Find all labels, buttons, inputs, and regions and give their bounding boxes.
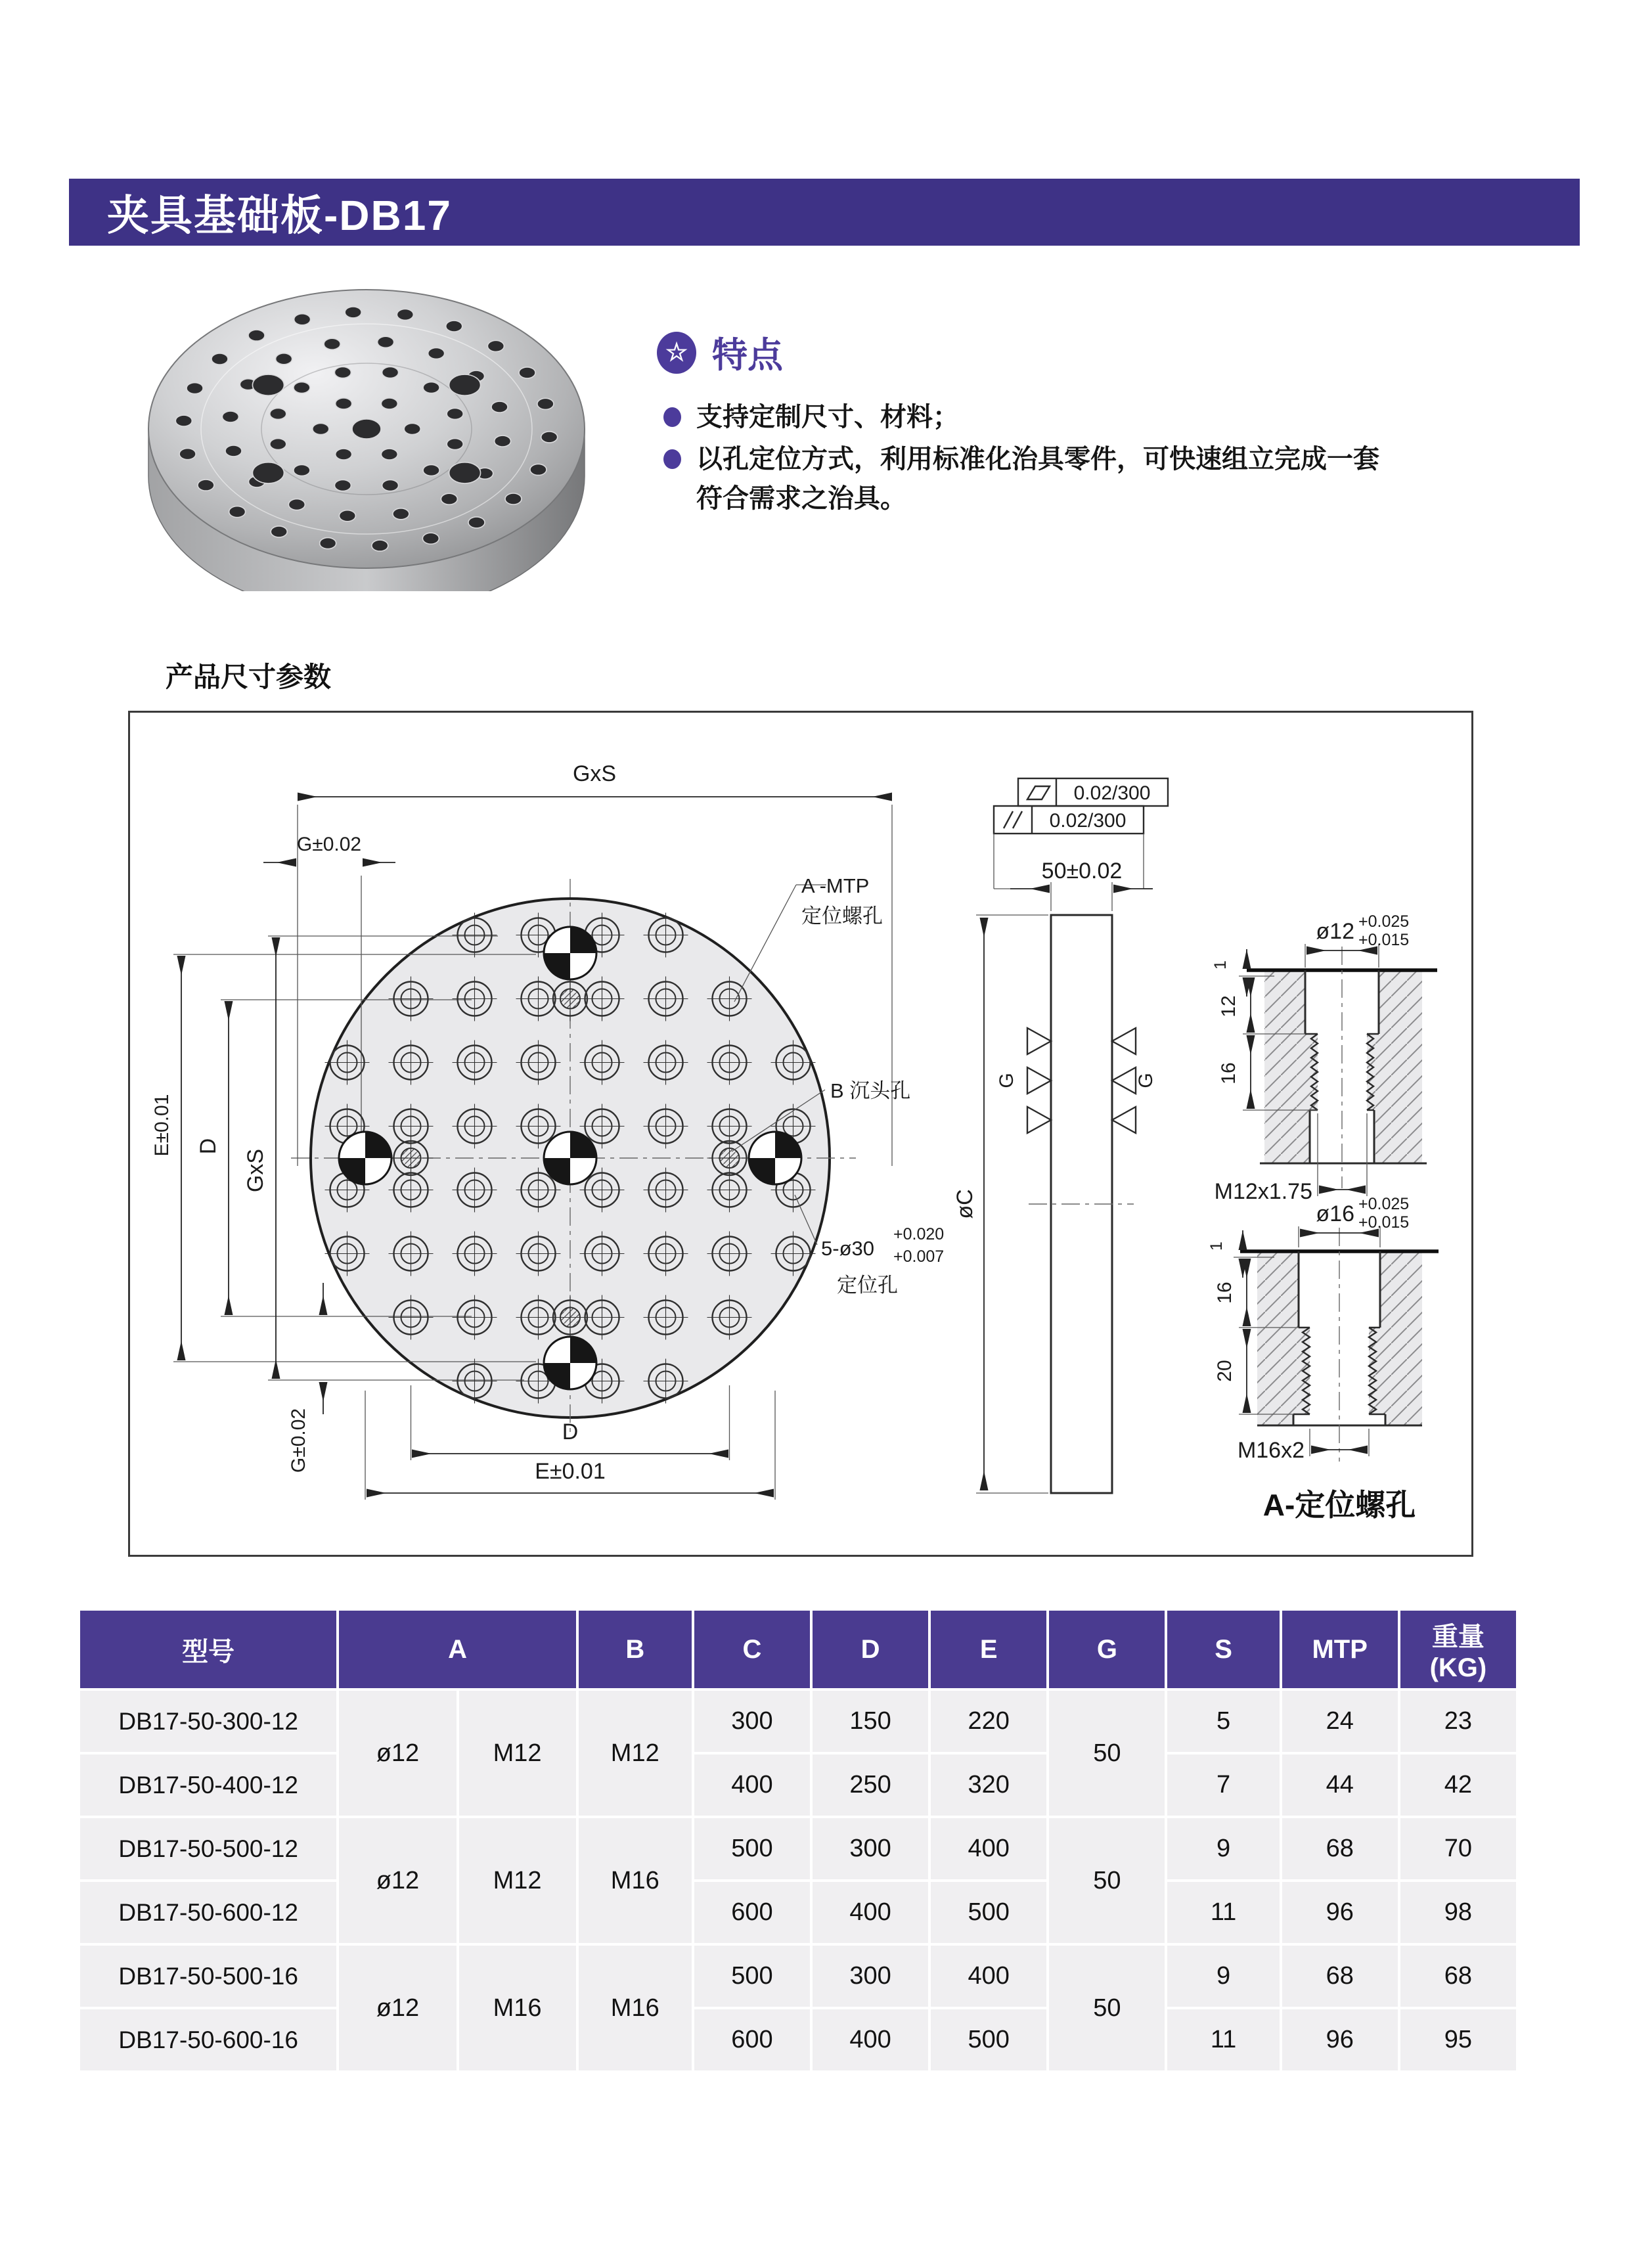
dim-dia-12: ø12 [1316,919,1354,944]
svg-text:5-ø30: 5-ø30 [821,1237,874,1260]
d-cell: 250 [813,1754,928,1816]
a2-cell: M12 [459,1691,576,1816]
th-model: 型号 [80,1611,336,1688]
s-cell: 9 [1167,1946,1279,2007]
dim-e-bottom: E±0.01 [535,1459,606,1484]
th-d: D [813,1611,928,1688]
svg-text:1: 1 [1211,960,1230,970]
dim-d-bottom: D [562,1419,579,1444]
e-cell: 500 [931,2009,1046,2070]
feature-item: 以孔定位方式，利用标准化治具零件，可快速组立完成一套 符合需求之治具。 [696,439,1590,518]
g-cell: 50 [1049,1691,1165,1816]
svg-text:A -MTP: A -MTP [801,874,870,897]
a2-cell: M12 [459,1818,576,1943]
svg-text:12: 12 [1218,995,1239,1017]
model-cell: DB17-50-500-12 [80,1818,336,1879]
th-a: A [339,1611,575,1688]
dim-d-left: D [196,1138,221,1155]
d-cell: 300 [813,1946,928,2007]
d-cell: 150 [813,1691,928,1752]
mtp-cell: 96 [1282,1882,1398,1943]
s-cell: 11 [1167,2009,1279,2070]
svg-text:+0.020: +0.020 [893,1225,945,1243]
kg-cell: 95 [1400,2009,1516,2070]
parallelism-icon [1004,811,1022,828]
c-cell: 500 [694,1946,810,2007]
title-banner [69,179,1580,246]
svg-text:16: 16 [1214,1282,1236,1304]
star-icon: ☆ [657,332,696,374]
b-cell: M16 [579,1946,692,2070]
c-cell: 300 [694,1691,810,1752]
dim-e-left: E±0.01 [151,1094,173,1157]
flatness-icon [1027,786,1050,799]
spec-table [78,1608,1519,2073]
table-row [80,1946,1516,2007]
table-row [80,1754,1516,1816]
c-cell: 500 [694,1818,810,1879]
c-cell: 400 [694,1754,810,1816]
svg-text:定位孔: 定位孔 [837,1274,898,1297]
drawing-frame [128,711,1473,1557]
dim-diameter: øC [952,1189,977,1219]
model-cell: DB17-50-400-12 [80,1754,336,1816]
svg-text:B 沉头孔: B 沉头孔 [830,1079,911,1102]
flatness-value: 0.02/300 [1073,782,1151,804]
thread-m16-label: M16x2 [1237,1438,1305,1463]
s-cell: 9 [1167,1818,1279,1879]
table-row [80,1882,1516,1943]
kg-cell: 98 [1400,1882,1516,1943]
dim-dia-16: ø16 [1316,1201,1354,1226]
a2-cell: M16 [459,1946,576,2070]
e-cell: 400 [931,1946,1046,2007]
mtp-cell: 44 [1282,1754,1398,1816]
features-section [657,327,1590,521]
b-cell: M12 [579,1691,692,1816]
surface-finish-left [996,1028,1051,1133]
svg-text:+0.015: +0.015 [1358,931,1410,949]
kg-cell: 68 [1400,1946,1516,2007]
e-cell: 320 [931,1754,1046,1816]
table-row [80,1818,1516,1879]
table-row [80,1691,1516,1752]
detail-caption: A-定位螺孔 [1262,1488,1416,1522]
svg-text:+0.007: +0.007 [893,1247,945,1266]
d-cell: 400 [813,2009,928,2070]
technical-drawing [130,713,1471,1555]
kg-cell: 23 [1400,1691,1516,1752]
th-b: B [579,1611,692,1688]
th-e: E [931,1611,1046,1688]
dim-g-top: G±0.02 [296,834,362,855]
th-c: C [694,1611,810,1688]
s-cell: 11 [1167,1882,1279,1943]
svg-text:G: G [1135,1073,1157,1088]
side-view [952,778,1168,1493]
detail-m12 [1211,912,1437,1204]
svg-text:G: G [996,1073,1017,1088]
g-cell: 50 [1049,1946,1165,2070]
mtp-cell: 68 [1282,1818,1398,1879]
b-cell: M16 [579,1818,692,1943]
a1-cell: ø12 [339,1818,456,1943]
front-view [151,761,944,1500]
e-cell: 500 [931,1882,1046,1943]
svg-text:16: 16 [1218,1062,1239,1084]
a1-cell: ø12 [339,1946,456,2070]
model-cell: DB17-50-600-12 [80,1882,336,1943]
d-cell: 300 [813,1818,928,1879]
bullet-icon [663,449,681,469]
model-cell: DB17-50-300-12 [80,1691,336,1752]
dim-g-bottom: G±0.02 [288,1408,309,1473]
svg-text:1: 1 [1207,1241,1226,1251]
d-cell: 400 [813,1882,928,1943]
detail-m16 [1207,1195,1439,1522]
spec-table-wrap [78,1608,1519,2073]
c-cell: 600 [694,2009,810,2070]
e-cell: 220 [931,1691,1046,1752]
s-cell: 5 [1167,1691,1279,1752]
model-cell: DB17-50-500-16 [80,1946,336,2007]
svg-text:20: 20 [1214,1360,1236,1382]
feature-item: 支持定制尺寸、材料； [696,397,1590,437]
features-title: 特点 [712,336,783,375]
th-g: G [1049,1611,1165,1688]
svg-text:+0.025: +0.025 [1358,1195,1410,1213]
g-cell: 50 [1049,1818,1165,1943]
thread-m12-label: M12x1.75 [1214,1179,1312,1204]
mtp-cell: 24 [1282,1691,1398,1752]
parallelism-value: 0.02/300 [1049,810,1127,832]
th-mtp: MTP [1282,1611,1398,1688]
svg-text:+0.025: +0.025 [1358,912,1410,931]
mtp-cell: 96 [1282,2009,1398,2070]
dim-thickness: 50±0.02 [1041,859,1123,883]
th-weight: 重量 (KG) [1400,1611,1516,1688]
product-photo [118,273,617,591]
kg-cell: 42 [1400,1754,1516,1816]
dim-gxs-left: GxS [243,1148,268,1193]
svg-text:+0.015: +0.015 [1358,1213,1410,1232]
model-cell: DB17-50-600-16 [80,2009,336,2070]
surface-finish-right [1112,1028,1157,1133]
bullet-icon [663,407,681,427]
mtp-cell: 68 [1282,1946,1398,2007]
a1-cell: ø12 [339,1691,456,1816]
section-title: 产品尺寸参数 [166,661,332,692]
features-list [662,397,1590,518]
dim-gxs-top: GxS [572,761,617,786]
s-cell: 7 [1167,1754,1279,1816]
kg-cell: 70 [1400,1818,1516,1879]
table-row [80,2009,1516,2070]
page-title: 夹具基础板-DB17 [107,192,452,239]
svg-text:定位螺孔: 定位螺孔 [801,905,883,927]
th-s: S [1167,1611,1279,1688]
c-cell: 600 [694,1882,810,1943]
e-cell: 400 [931,1818,1046,1879]
